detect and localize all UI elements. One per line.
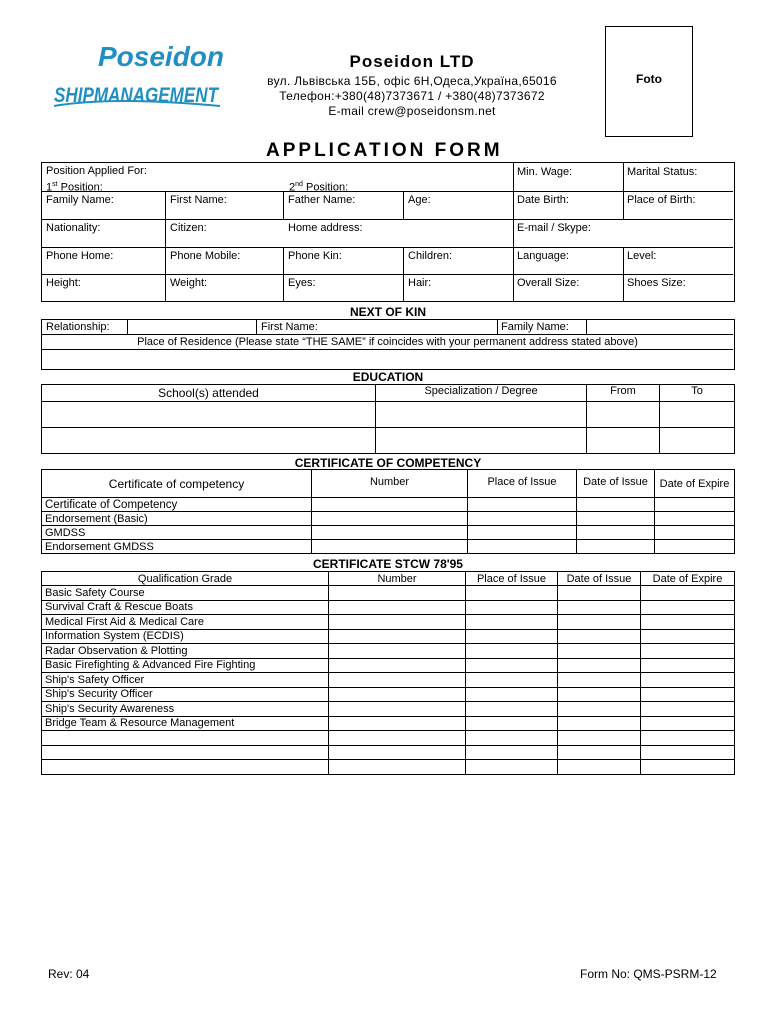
number-input[interactable] (329, 760, 466, 775)
date-expire-input[interactable] (641, 615, 735, 630)
number-header: Number (312, 470, 468, 498)
date-issue-input[interactable] (558, 716, 641, 731)
height-field[interactable]: Height: (46, 277, 81, 289)
table-row (42, 540, 735, 554)
number-input[interactable] (329, 745, 466, 760)
table-row (42, 526, 735, 540)
next-of-kin-block (41, 319, 735, 370)
form-title: APPLICATION FORM (266, 140, 503, 161)
place-header: Place of Issue (466, 572, 558, 586)
specialization-header: Specialization / Degree (376, 385, 587, 402)
place-input[interactable] (466, 615, 558, 630)
place-input[interactable] (466, 673, 558, 688)
date-expire-input[interactable] (655, 512, 735, 526)
family-name-field[interactable]: Family Name: (46, 194, 114, 206)
education-title: EDUCATION (352, 370, 424, 384)
from-input[interactable] (587, 428, 660, 454)
date-expire-input[interactable] (641, 716, 735, 731)
place-input[interactable] (466, 600, 558, 615)
stcw-row-label[interactable] (42, 745, 329, 760)
table-row (42, 586, 735, 601)
date-expire-input[interactable] (641, 629, 735, 644)
table-row (42, 658, 735, 673)
company-header (232, 52, 592, 119)
kin-family-name-input[interactable] (588, 320, 732, 334)
place-input[interactable] (466, 644, 558, 659)
date-expire-input[interactable] (655, 498, 735, 512)
place-input[interactable] (466, 687, 558, 702)
date-expire-input[interactable] (641, 760, 735, 775)
date-expire-header: Date of Expire (641, 572, 735, 586)
date-issue-input[interactable] (558, 731, 641, 746)
first-position-label[interactable]: 1st Position: (46, 181, 103, 194)
date-expire-input[interactable] (641, 644, 735, 659)
company-phone: Телефон:+380(48)7373671 / +380(48)7373672 (279, 89, 545, 103)
kin-residence-label: Place of Residence (Please state “THE SAME” if coincides with your permanent address stated above) (137, 336, 638, 348)
table-row (42, 428, 735, 454)
table-row (42, 760, 735, 775)
company-address: вул. Львівська 15Б, офіс 6Н,Одеса,Україна,65016 (267, 74, 557, 88)
phone-kin-field[interactable]: Phone Kin: (288, 250, 342, 262)
photo-label: Foto (636, 71, 662, 86)
table-row (42, 600, 735, 615)
date-issue-input[interactable] (577, 498, 655, 512)
from-header: From (587, 385, 660, 402)
date-birth-field[interactable]: Date Birth: (517, 194, 569, 206)
date-issue-input[interactable] (558, 687, 641, 702)
table-row (42, 702, 735, 717)
specialization-input[interactable] (376, 402, 587, 428)
personal-details-grid (41, 162, 735, 302)
to-input[interactable] (660, 402, 735, 428)
competency-row-label: Certificate of Competency (42, 498, 312, 512)
date-issue-input[interactable] (577, 512, 655, 526)
shoes-size-field[interactable]: Shoes Size: (627, 277, 686, 289)
place-input[interactable] (468, 498, 577, 512)
stcw-row-label: Radar Observation & Plotting (42, 644, 329, 659)
date-expire-input[interactable] (641, 745, 735, 760)
place-input[interactable] (466, 716, 558, 731)
date-issue-header: Date of Issue (577, 470, 655, 498)
photo-box[interactable] (605, 26, 693, 137)
stcw-row-label: Bridge Team & Resource Management (42, 716, 329, 731)
grade-header: Qualification Grade (42, 572, 329, 586)
number-header: Number (329, 572, 466, 586)
second-position-label[interactable]: 2nd Position: (289, 181, 349, 194)
citizen-field[interactable]: Citizen: (170, 222, 207, 234)
date-issue-input[interactable] (558, 658, 641, 673)
number-input[interactable] (329, 673, 466, 688)
competency-table (41, 469, 735, 554)
phone-home-field[interactable]: Phone Home: (46, 250, 114, 262)
date-issue-input[interactable] (558, 745, 641, 760)
place-birth-field[interactable]: Place of Birth: (627, 194, 696, 206)
table-row (42, 615, 735, 630)
company-logo (52, 36, 225, 112)
marital-status-field[interactable]: Marital Status: (627, 166, 698, 178)
date-expire-input[interactable] (641, 702, 735, 717)
place-input[interactable] (468, 512, 577, 526)
stcw-row-label[interactable] (42, 760, 329, 775)
place-input[interactable] (466, 760, 558, 775)
stcw-row-label: Medical First Aid & Medical Care (42, 615, 329, 630)
place-input[interactable] (468, 540, 577, 554)
date-expire-input[interactable] (641, 673, 735, 688)
specialization-input[interactable] (376, 428, 587, 454)
age-field[interactable]: Age: (408, 194, 431, 206)
competency-title: CERTIFICATE OF COMPETENCY (294, 456, 482, 470)
hair-field[interactable]: Hair: (408, 277, 432, 289)
date-issue-input[interactable] (558, 760, 641, 775)
date-issue-header: Date of Issue (558, 572, 641, 586)
number-input[interactable] (329, 586, 466, 601)
table-row (42, 402, 735, 428)
stcw-row-label: Survival Craft & Rescue Boats (42, 600, 329, 615)
place-input[interactable] (466, 731, 558, 746)
weight-field[interactable]: Weight: (170, 277, 208, 289)
logo-text-bottom: SHIPMANAGEMENT (54, 84, 220, 107)
eyes-field[interactable]: Eyes: (288, 277, 316, 289)
place-input[interactable] (466, 658, 558, 673)
revision-label: Rev: 04 (48, 967, 90, 981)
education-table (41, 384, 735, 454)
from-input[interactable] (587, 402, 660, 428)
date-issue-input[interactable] (558, 600, 641, 615)
form-number-label: Form No: QMS-PSRM-12 (580, 967, 717, 981)
date-expire-input[interactable] (641, 600, 735, 615)
table-row (42, 673, 735, 688)
place-input[interactable] (466, 702, 558, 717)
company-name: Poseidon LTD (349, 52, 475, 71)
stcw-row-label: Ship's Security Officer (42, 687, 329, 702)
number-input[interactable] (329, 716, 466, 731)
certificate-header: Certificate of competency (42, 470, 312, 498)
first-name-field[interactable]: First Name: (170, 194, 227, 206)
stcw-row-label[interactable] (42, 731, 329, 746)
date-expire-input[interactable] (641, 731, 735, 746)
kin-first-name-label: First Name: (261, 321, 318, 333)
children-field[interactable]: Children: (408, 250, 453, 262)
stcw-row-label: Ship's Security Awareness (42, 702, 329, 717)
logo-text-top: Poseidon (98, 41, 225, 72)
place-input[interactable] (466, 629, 558, 644)
kin-family-name-label: Family Name: (501, 321, 569, 333)
kin-first-name-input[interactable] (342, 320, 496, 334)
home-address-field[interactable]: Home address: (288, 222, 363, 234)
number-input[interactable] (329, 731, 466, 746)
level-field[interactable]: Level: (627, 250, 657, 262)
number-input[interactable] (312, 498, 468, 512)
competency-row-label: Endorsement GMDSS (42, 540, 312, 554)
table-row (42, 644, 735, 659)
company-email: E-mail crew@poseidonsm.net (328, 104, 496, 118)
table-row (42, 745, 735, 760)
date-expire-input[interactable] (641, 687, 735, 702)
place-input[interactable] (466, 745, 558, 760)
date-expire-header: Date of Expire (655, 470, 735, 498)
place-input[interactable] (468, 526, 577, 540)
number-input[interactable] (329, 600, 466, 615)
table-row (42, 731, 735, 746)
date-issue-input[interactable] (558, 644, 641, 659)
date-issue-input[interactable] (558, 629, 641, 644)
number-input[interactable] (329, 629, 466, 644)
date-expire-input[interactable] (641, 586, 735, 601)
min-wage-field[interactable]: Min. Wage: (517, 166, 573, 178)
date-issue-input[interactable] (577, 540, 655, 554)
table-row (42, 687, 735, 702)
father-name-field[interactable]: Father Name: (288, 194, 356, 206)
number-input[interactable] (312, 512, 468, 526)
place-header: Place of Issue (468, 470, 577, 498)
to-header: To (660, 385, 735, 402)
school-header: School(s) attended (42, 385, 376, 402)
position-applied-label: Position Applied For: (46, 165, 147, 177)
to-input[interactable] (660, 428, 735, 454)
school-input[interactable] (42, 428, 376, 454)
number-input[interactable] (329, 615, 466, 630)
stcw-table (41, 571, 735, 775)
date-expire-input[interactable] (655, 526, 735, 540)
stcw-row-label: Information System (ECDIS) (42, 629, 329, 644)
date-expire-input[interactable] (655, 540, 735, 554)
competency-row-label: Endorsement (Basic) (42, 512, 312, 526)
date-issue-input[interactable] (558, 586, 641, 601)
number-input[interactable] (312, 540, 468, 554)
number-input[interactable] (329, 644, 466, 659)
language-field[interactable]: Language: (517, 250, 569, 262)
overall-size-field[interactable]: Overall Size: (517, 277, 580, 289)
phone-mobile-field[interactable]: Phone Mobile: (170, 250, 241, 262)
date-issue-input[interactable] (577, 526, 655, 540)
number-input[interactable] (312, 526, 468, 540)
stcw-row-label: Basic Safety Course (42, 586, 329, 601)
table-row (42, 716, 735, 731)
stcw-row-label: Ship's Safety Officer (42, 673, 329, 688)
table-row (42, 512, 735, 526)
kin-relationship-input[interactable] (129, 320, 255, 334)
school-input[interactable] (42, 402, 376, 428)
kin-relationship-label: Relationship: (46, 321, 110, 333)
table-row (42, 629, 735, 644)
table-row (42, 498, 735, 512)
email-skype-field[interactable]: E-mail / Skype: (517, 222, 591, 234)
place-input[interactable] (466, 586, 558, 601)
date-issue-input[interactable] (558, 702, 641, 717)
kin-residence-input[interactable] (42, 350, 733, 369)
date-issue-input[interactable] (558, 673, 641, 688)
date-issue-input[interactable] (558, 615, 641, 630)
nationality-field[interactable]: Nationality: (46, 222, 101, 234)
number-input[interactable] (329, 687, 466, 702)
competency-row-label: GMDSS (42, 526, 312, 540)
number-input[interactable] (329, 658, 466, 673)
next-of-kin-title: NEXT OF KIN (349, 305, 426, 319)
stcw-title: CERTIFICATE STCW 78'95 (313, 557, 463, 571)
date-expire-input[interactable] (641, 658, 735, 673)
stcw-row-label: Basic Firefighting & Advanced Fire Fighting (42, 658, 329, 673)
number-input[interactable] (329, 702, 466, 717)
